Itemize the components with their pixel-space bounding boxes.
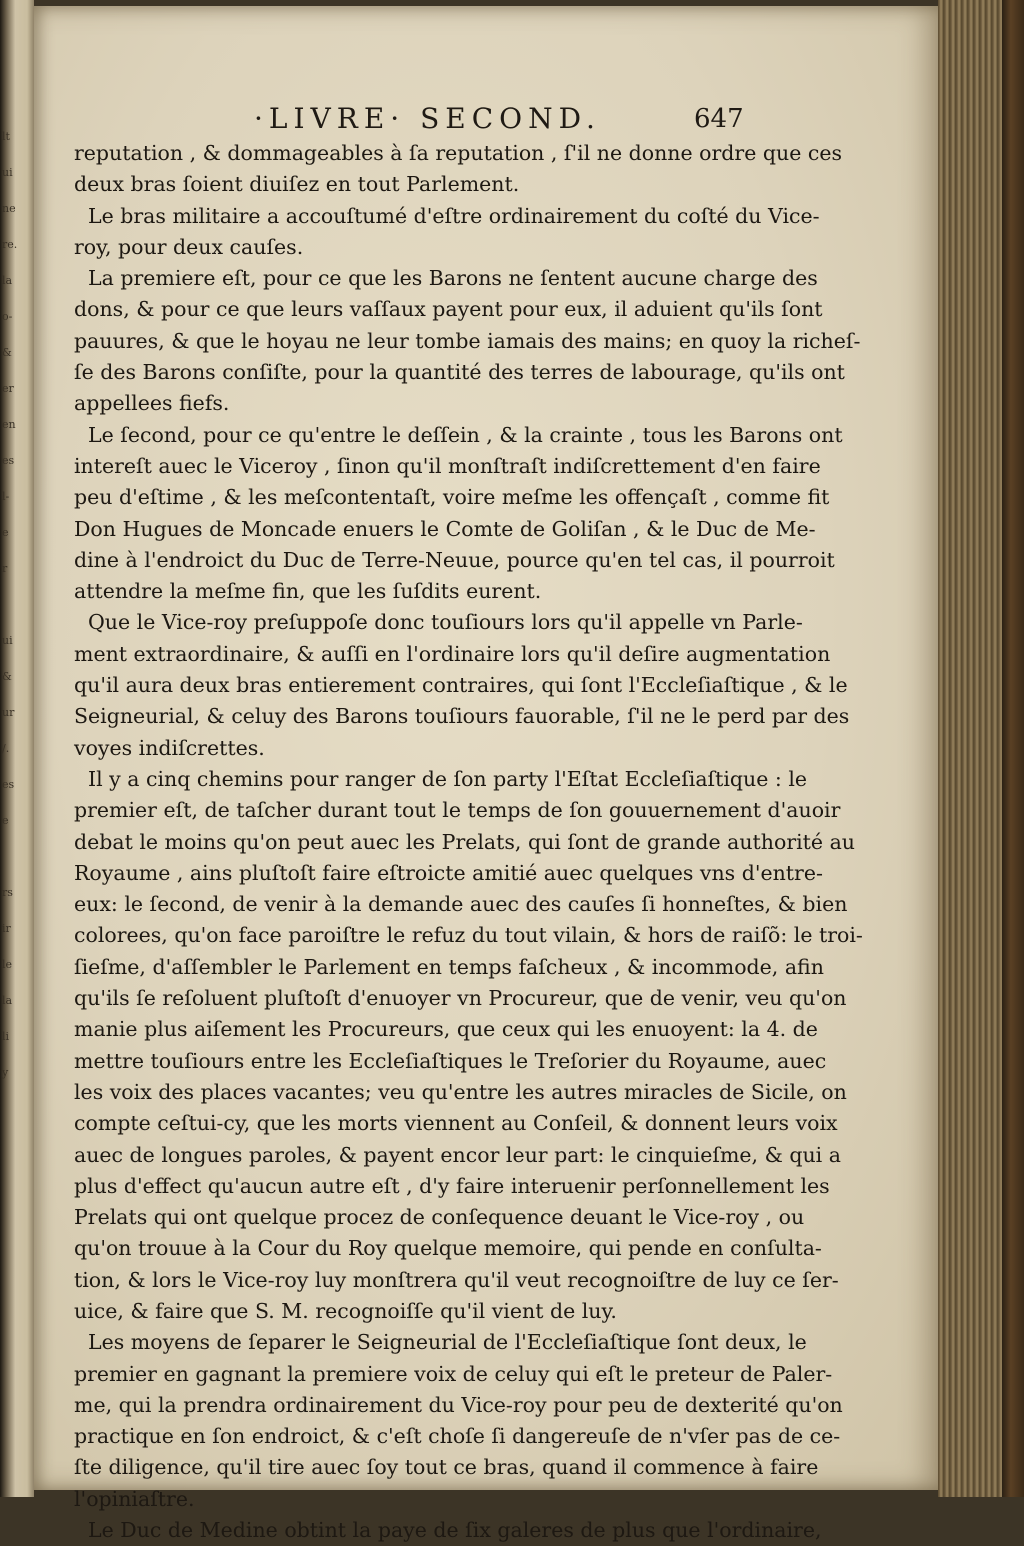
text-line: qu'ils ſe reſoluent pluſtoſt d'enuoyer vn Procureur, que de venir, veu qu'on [74, 986, 847, 1011]
text-line: Don Hugues de Moncade enuers le Comte de Goliſan , & le Duc de Me- [74, 516, 816, 541]
facing-page-fragment: ur [2, 706, 15, 719]
facing-page-fragment: er [2, 382, 14, 395]
text-line: ſte diligence, qu'il tire auec ſoy tout ce bras, quand il commence à faire [74, 1455, 819, 1480]
text-line: attendre la meſme fin, que les ſuſdits eurent. [74, 579, 542, 604]
book-cover-edge [1002, 0, 1024, 1497]
text-line: intereſt auec le Viceroy , ſinon qu'il monſtraſt indiſcrettement d'en faire [74, 453, 821, 478]
text-line: les voix des places vacantes; veu qu'entre les autres miracles de Sicile, on [74, 1079, 847, 1104]
facing-page-fragment: & [2, 346, 12, 359]
text-line: pauures, & que le hoyau ne leur tombe iamais des mains; en quoy la richeſ- [74, 328, 861, 353]
text-line: me, qui la prendra ordinairement du Vice-roy pour peu de dexterité qu'on [74, 1392, 843, 1417]
text-line: mettre touſiours entre les Eccleſiaſtiques le Treſorier du Royaume, auec [74, 1048, 827, 1073]
page-number: 647 [694, 104, 744, 134]
text-line: compte ceſtui-cy, que les morts viennent au Conſeil, & donnent leurs voix [74, 1111, 838, 1136]
body-text [74, 138, 863, 1546]
facing-page-edge [0, 0, 34, 1497]
text-line: colorees, qu'on face paroiſtre le refuz du tout vilain, & hors de raiſõ: le troi- [74, 923, 863, 948]
facing-page-fragment: & [2, 670, 12, 683]
facing-page-fragment: e [2, 814, 9, 827]
facing-page-fragment: o- [2, 310, 13, 323]
facing-page-fragment: re. [2, 238, 18, 251]
facing-page-fragment: en [2, 418, 16, 431]
text-line: La premiere eſt, pour ce que les Barons ne ſentent aucune charge des [88, 266, 818, 291]
text-line: qu'il aura deux bras entierement contraires, qui ſont l'Eccleſiaſtique , & le [74, 673, 848, 698]
facing-page-fragment: rs [2, 886, 13, 899]
text-line: appellees fiefs. [74, 391, 230, 416]
text-line: ſe des Barons conſiſte, pour la quantité des terres de labourage, qu'ils ont [74, 360, 845, 385]
page-stack-edge [938, 0, 1024, 1497]
facing-page-fragment: /. [2, 742, 10, 755]
facing-page-fragment: y [2, 1066, 9, 1079]
book-page [34, 6, 938, 1543]
facing-page-fragment: la [2, 994, 13, 1007]
facing-page-fragment: lt [2, 130, 10, 143]
text-line: peu d'eſtime , & les meſcontentaſt, voire meſme les offençaſt , comme fit [74, 485, 830, 510]
running-head [34, 102, 938, 142]
text-line: Le Duc de Medine obtint la paye de ſix galeres de plus que l'ordinaire, [88, 1518, 822, 1543]
text-line: Le ſecond, pour ce qu'entre le deſſein , & la crainte , tous les Barons ont [88, 422, 843, 447]
text-line: qu'on trouue à la Cour du Roy quelque memoire, qui pende en conſulta- [74, 1236, 822, 1261]
text-line: ſieſme, d'aſſembler le Parlement en temps faſcheux , & incommode, afin [74, 954, 824, 979]
text-line: premier eſt, de taſcher durant tout le temps de ſon gouuernement d'auoir [74, 798, 841, 823]
facing-page-fragment: r [2, 562, 8, 575]
facing-page-fragment: e [2, 526, 9, 539]
text-line: manie plus aiſement les Procureurs, que ceux qui les enuoyent: la 4. de [74, 1017, 818, 1042]
text-line: premier en gagnant la premiere voix de celuy qui eſt le preteur de Paler- [74, 1361, 833, 1386]
text-line: Le bras militaire a accouſtumé d'eſtre ordinairement du coſté du Vice- [88, 203, 820, 228]
text-line: l'opiniaſtre. [74, 1486, 195, 1511]
text-line: Seigneurial, & celuy des Barons touſiours fauorable, ſ'il ne le perd par des [74, 704, 850, 729]
facing-page-fragment: es [2, 454, 15, 467]
text-line: Royaume , ains pluſtoſt faire eſtroicte amitié auec quelques vns d'entre- [74, 860, 823, 885]
text-line: reputation , & dommageables à ſa reputation , ſ'il ne donne ordre que ces [74, 141, 842, 165]
facing-page-fragment: ir [2, 922, 11, 935]
facing-page-fragment: ne [2, 202, 16, 215]
text-line: dine à l'endroict du Duc de Terre-Neuue, pource qu'en tel cas, il pourroit [74, 547, 835, 572]
facing-page-fragment: le [2, 958, 13, 971]
text-line: plus d'effect qu'aucun autre eſt , d'y faire interuenir perſonnellement les [74, 1173, 830, 1198]
facing-page-fragment: la [2, 274, 13, 287]
text-line: Les moyens de ſeparer le Seigneurial de l'Eccleſiaſtique ſont deux, le [88, 1330, 807, 1355]
facing-page-fragment: ui [2, 634, 13, 647]
text-line: ment extraordinaire, & auſſi en l'ordinaire lors qu'il deſire augmentation [74, 641, 831, 666]
text-line: Que le Vice-roy preſuppoſe donc touſiours lors qu'il appelle vn Parle- [88, 610, 803, 635]
text-line: dons, & pour ce que leurs vaſſaux payent pour eux, il aduient qu'ils ſont [74, 297, 823, 322]
text-line: practique en ſon endroict, & c'eſt choſe ſi dangereuſe de n'vſer pas de ce- [74, 1424, 841, 1449]
facing-page-fragment: li [2, 1030, 10, 1043]
text-line: deux bras ſoient diuiſez en tout Parlement. [74, 172, 520, 197]
text-line: debat le moins qu'on peut auec les Prelats, qui ſont de grande authorité au [74, 829, 855, 854]
facing-page-fragment: l- [2, 490, 10, 503]
text-line: eux: le ſecond, de venir à la demande auec des cauſes ſi honneſtes, & bien [74, 892, 848, 917]
text-line: auec de longues paroles, & payent encor leur part: le cinquieſme, & qui a [74, 1142, 841, 1167]
text-line: tion, & lors le Vice-roy luy monſtrera qu'il veut recognoiſtre de luy ce ſer- [74, 1267, 839, 1292]
text-line: roy, pour deux cauſes. [74, 234, 304, 259]
facing-page-fragment: es [2, 778, 15, 791]
text-line: voyes indiſcrettes. [74, 735, 265, 760]
facing-page-fragment: ui [2, 166, 13, 179]
text-line: Il y a cinq chemins pour ranger de ſon party l'Eſtat Eccleſiaſtique : le [88, 766, 808, 791]
text-line: uice, & faire que S. M. recognoiſſe qu'il vient de luy. [74, 1298, 617, 1323]
running-head-title: ·LIVRE· SECOND. [254, 102, 601, 135]
text-line: Prelats qui ont quelque procez de conſequence deuant le Vice-roy , ou [74, 1205, 805, 1230]
